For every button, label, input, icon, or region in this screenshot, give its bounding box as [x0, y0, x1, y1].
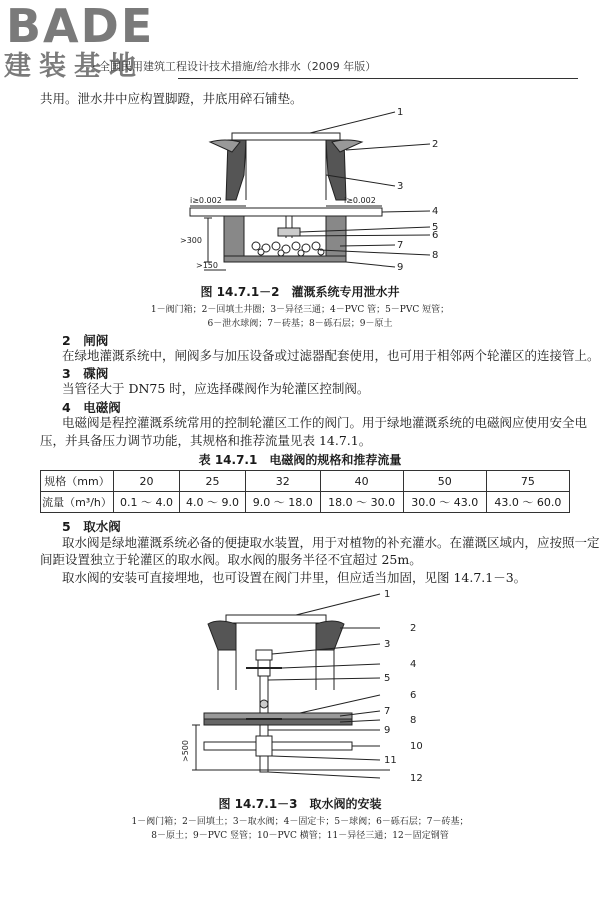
section-4-text-1: 电磁阀是程控灌溉系统常用的控制轮灌区工作的阀门。用于绿地灌溉系统的电磁阀应使用安全电	[62, 415, 588, 430]
fig1-label-6: 6	[432, 230, 439, 241]
fig1-slope-left: i≥0.002	[190, 196, 222, 205]
fig1-label-4: 4	[432, 206, 439, 217]
fig1-dim-150: >150	[196, 261, 218, 270]
figure-hydrant-valve	[0, 588, 600, 788]
fig1-label-8: 8	[432, 250, 439, 261]
table-cell: 20	[114, 471, 180, 492]
figure2-legend-line-2: 8－原土；9－PVC 竖管；10－PVC 横管；11－异径三通；12－固定钢管	[151, 831, 449, 841]
table-cell: 40	[320, 471, 403, 492]
table-row-size	[41, 471, 570, 492]
fig2-label-12: 12	[410, 773, 423, 784]
fig1-dim-300: >300	[180, 236, 202, 245]
fig2-label-3: 3	[384, 639, 391, 650]
fig2-label-4: 4	[410, 659, 417, 670]
section-5-text-2: 间距设置独立于轮灌区的取水阀。取水阀的服务半径不宜超过 25m。	[40, 552, 422, 567]
table-cell: 30.0 ～ 43.0	[403, 492, 486, 513]
section-5-text-3: 取水阀的安装可直接埋地，也可设置在阀门井里，但应适当加固，见图 14.7.1－3。	[62, 570, 527, 585]
table-caption: 表 14.7.1 电磁阀的规格和推荐流量	[198, 453, 402, 467]
fig2-label-10: 10	[410, 741, 423, 752]
figure1-legend-line-2: 6－泄水球阀；7－砖基；8－砾石层；9－原土	[207, 319, 393, 329]
fig1-label-3: 3	[397, 181, 404, 192]
fig1-slope-right: i≥0.002	[344, 196, 376, 205]
table-cell: 50	[403, 471, 486, 492]
fig2-label-8: 8	[410, 715, 417, 726]
figure1-legend-line-1: 1－阀门箱；2－回填土井圈；3－异径三通；4－PVC 管；5－PVC 短管；	[150, 305, 450, 315]
fig1-label-9: 9	[397, 262, 404, 273]
section-2-text: 在绿地灌溉系统中，闸阀多与加压设备或过滤器配套使用，也可用于相邻两个轮灌区的连接管上。	[62, 348, 600, 363]
table-cell: 4.0 ～ 9.0	[180, 492, 246, 513]
brand-logo: BADE	[6, 0, 155, 53]
figure1-caption: 图 14.7.1－2 灌溉系统专用泄水井	[200, 285, 400, 299]
table-cell: 32	[246, 471, 321, 492]
table-cell: 9.0 ～ 18.0	[246, 492, 321, 513]
fig2-label-1: 1	[384, 589, 391, 600]
section-3-text: 当管径大于 DN75 时，应选择碟阀作为轮灌区控制阀。	[62, 381, 370, 396]
section-5-text-1: 取水阀是绿地灌溉系统必备的便捷取水装置，用于对植物的补充灌水。在灌溉区域内，应按照一定	[62, 535, 600, 550]
table-row-flow	[41, 492, 570, 513]
fig1-label-1: 1	[397, 107, 404, 118]
valve-spec-table	[40, 470, 570, 513]
table-cell: 43.0 ～ 60.0	[486, 492, 569, 513]
fig2-label-5: 5	[384, 673, 391, 684]
section-5-title: 5 取水阀	[62, 519, 121, 534]
table-cell: 0.1 ～ 4.0	[114, 492, 180, 513]
header-rule	[178, 78, 578, 79]
fig2-label-2: 2	[410, 623, 417, 634]
table-header-size: 规格（mm）	[41, 471, 114, 492]
running-header: · 全国民用建筑工程设计技术措施/给水排水（2009 年版）	[92, 60, 377, 73]
table-header-flow: 流量（m³/h）	[41, 492, 114, 513]
table-cell: 18.0 ～ 30.0	[320, 492, 403, 513]
fig2-label-7: 7	[384, 706, 391, 717]
table-cell: 75	[486, 471, 569, 492]
section-2-title: 2 闸阀	[62, 333, 109, 348]
fig1-label-2: 2	[432, 139, 439, 150]
figure-drain-well	[0, 100, 600, 282]
intro-paragraph: 共用。泄水井中应构置脚蹬，井底用碎石铺垫。	[40, 91, 303, 106]
section-4-text-2: 压，并具备压力调节功能，其规格和推荐流量见表 14.7.1。	[40, 433, 372, 448]
fig1-label-7: 7	[397, 240, 404, 251]
table-cell: 25	[180, 471, 246, 492]
figure2-legend-line-1: 1－阀门箱；2－回填土；3－取水阀；4－固定卡；5－球阀；6－砾石层；7－砖基；	[131, 817, 469, 827]
brand-logo-chinese: 建装基地	[4, 51, 144, 82]
fig2-label-11: 11	[384, 755, 397, 766]
fig2-label-6: 6	[410, 690, 417, 701]
section-4-title: 4 电磁阀	[62, 400, 121, 415]
figure2-caption: 图 14.7.1－3 取水阀的安装	[218, 797, 382, 811]
fig1-label-5: 5	[432, 222, 439, 233]
fig2-dim-500: >500	[181, 740, 190, 762]
fig2-label-9: 9	[384, 725, 391, 736]
section-3-title: 3 碟阀	[62, 366, 109, 381]
